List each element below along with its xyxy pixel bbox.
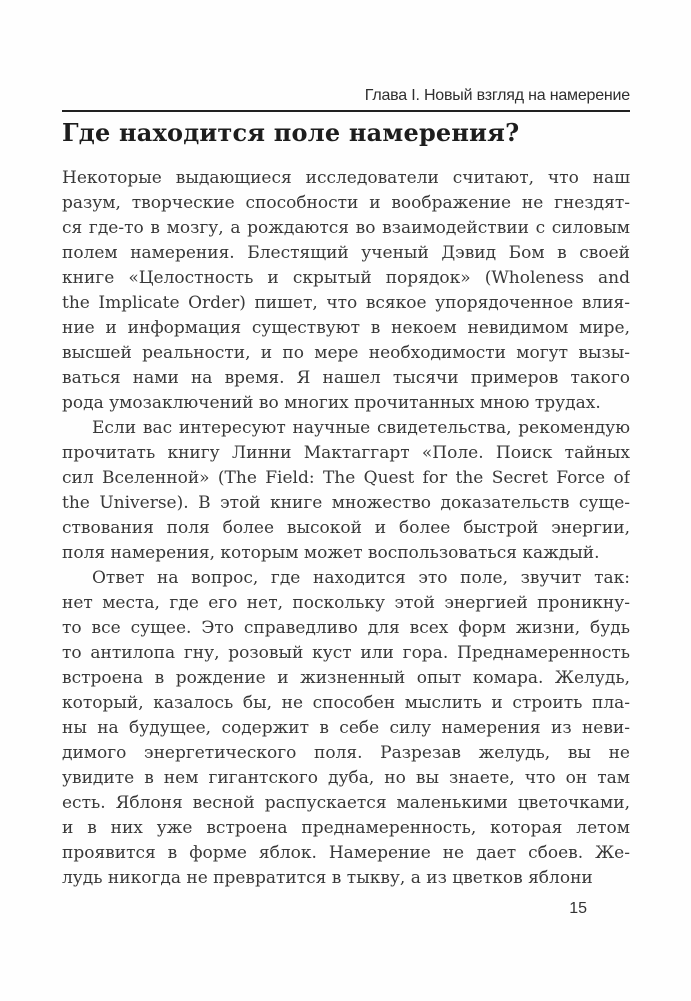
text-line: Некоторые выдающиеся исследователи считают, что наш [62,168,630,188]
text-line: ваться нами на время. Я нашел тысячи примеров такого [62,368,630,388]
text-line: ствования поля более высокой и более быстрой энергии, [62,518,630,538]
section-title: Где находится поле намерения? [62,118,520,147]
text-line: нет места, где его нет, поскольку этой энергией проникну- [62,593,630,613]
text-line: встроена в рождение и жизненный опыт комара. Желудь, [62,668,630,688]
text-line: проявится в форме яблок. Намерение не дает сбоев. Же- [62,843,630,863]
page-number: 15 [569,900,587,917]
text-line: то антилопа гну, розовый куст или гора. Преднамеренность [62,643,630,663]
text-line: лудь никогда не превратится в тыкву, а из цветков яблони [62,868,593,888]
text-line: рода умозаключений во многих прочитанных мною трудах. [62,393,601,413]
text-line: Ответ на вопрос, где находится это поле, звучит так: [92,568,630,588]
text-line: прочитать книгу Линни Мактаггарт «Поле. Поиск тайных [62,443,630,463]
text-line: увидите в нем гигантского дуба, но вы знаете, что он там [62,768,630,788]
text-line: высшей реальности, и по мере необходимости могут вызы- [62,343,630,363]
text-line: и в них уже встроена преднамеренность, которая летом [62,818,630,838]
text-line: полем намерения. Блестящий ученый Дэвид Бом в своей [62,243,630,263]
text-line: есть. Яблоня весной распускается маленькими цветочками, [62,793,630,813]
text-line: Если вас интересуют научные свидетельства, рекомендую [92,418,630,438]
text-line: ны на будущее, содержит в себе силу намерения из неви- [62,718,630,738]
text-line: поля намерения, которым может воспользоваться каждый. [62,543,600,563]
text-line: the Universe). В этой книге множество доказательств суще- [62,493,630,513]
running-header: Глава I. Новый взгляд на намерение [364,87,630,104]
text-line: ние и информация существуют в некоем невидимом мире, [62,318,630,338]
text-line: книге «Целостность и скрытый порядок» (Wholeness and [62,268,630,288]
text-line: который, казалось бы, не способен мыслить и строить пла- [62,693,630,713]
text-line: разум, творческие способности и воображение не гнездят- [62,193,630,213]
text-line: ся где-то в мозгу, а рождаются во взаимодействии с силовым [62,218,630,238]
text-line: the Implicate Order) пишет, что всякое упорядоченное влия- [62,293,630,313]
text-line: димого энергетического поля. Разрезав желудь, вы не [62,743,630,763]
body-text [62,166,630,891]
text-line: то все сущее. Это справедливо для всех форм жизни, будь [62,618,630,638]
text-line: сил Вселенной» (The Field: The Quest for the Secret Force of [62,468,630,488]
header-rule [62,110,630,112]
